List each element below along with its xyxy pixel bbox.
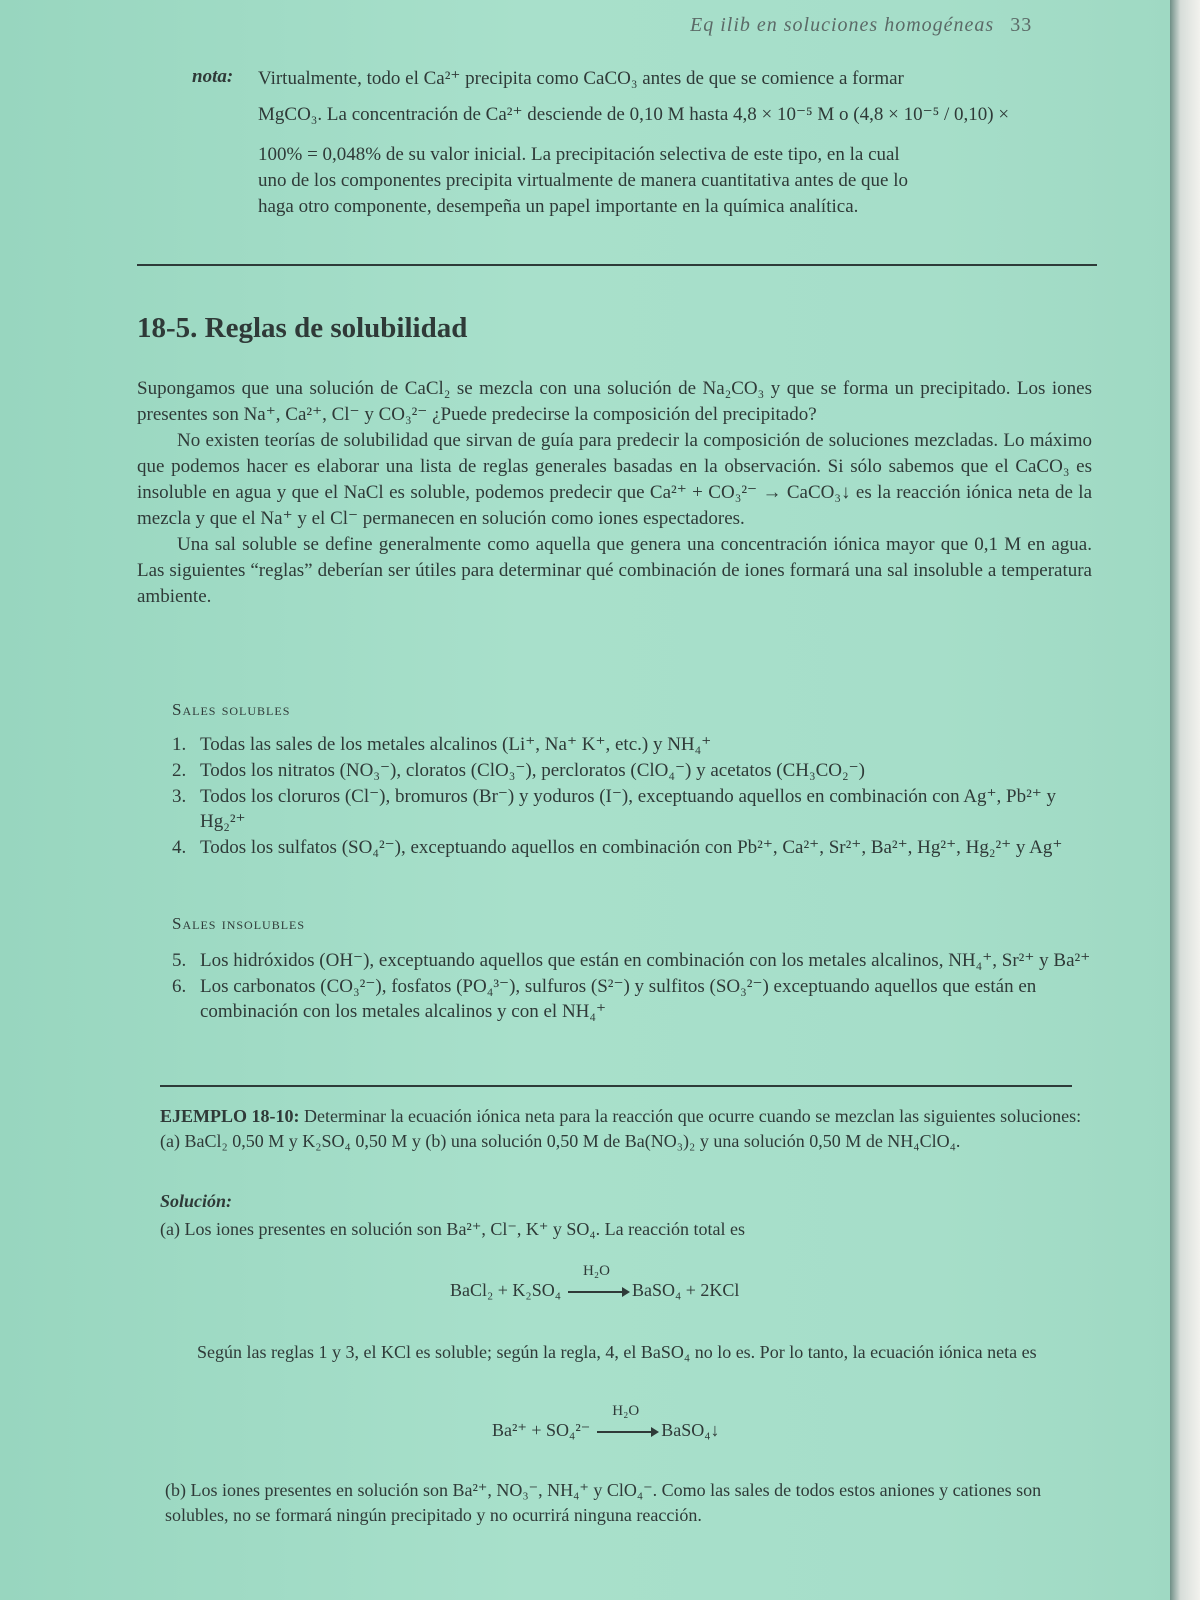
solution-part-a: (a) Los iones presentes en solución son Ba²⁺, Cl⁻, K⁺ y SO₄. La reacción total es — [160, 1219, 746, 1239]
reaction-arrow: H₂O — [566, 1280, 628, 1301]
example-label: EJEMPLO 18-10: — [160, 1106, 300, 1126]
page-edge — [1170, 0, 1200, 1600]
rule-item: 1. Todas las sales de los metales alcalinos (Li⁺, Na⁺ K⁺, etc.) y NH₄⁺ — [172, 734, 712, 755]
running-title: Eq ilib en soluciones homogéneas — [690, 14, 995, 36]
note-line: Virtualmente, todo el Ca²⁺ precipita como CaCO₃ antes de que se comience a formar — [258, 68, 904, 89]
soluble-rules — [172, 732, 1092, 861]
paragraph: No existen teorías de solubilidad que sirvan de guía para predecir la composición de soluciones mezcladas. Lo máximo que podemos hacer es elaborar una lista de reglas generales basadas en la observación. Si sólo sabemos que el CaCO₃ es insoluble en agua y que el NaCl es soluble, podemos predecir que Ca²⁺ + CO₃²⁻ → CaCO₃↓ es la reacción iónica neta de la mezcla y que el Na⁺ y el Cl⁻ permanecen en solución como iones espectadores. — [137, 430, 1092, 529]
example-statement — [160, 1104, 1090, 1154]
intro-paragraphs — [137, 376, 1092, 610]
page-number: 33 — [1010, 14, 1033, 36]
insoluble-rules — [172, 948, 1092, 1025]
solution-label: Solución: — [160, 1191, 233, 1211]
reaction-arrow: H₂O — [595, 1420, 657, 1441]
paragraph: Una sal soluble se define generalmente como aquella que genera una concentración iónica mayor que 0,1 M en agua. Las siguientes “reglas” deberían ser útiles para determinar qué combinación de iones formará una sal insoluble a temperatura ambiente. — [137, 534, 1092, 607]
note-text — [258, 66, 1108, 220]
note-line: 100% = 0,048% de su valor inicial. La precipitación selectiva de este tipo, en la cual — [258, 144, 900, 165]
rule-item: 3. Todos los cloruros (Cl⁻), bromuros (Br⁻) y yoduros (I⁻), exceptuando aquellos en combinación con Ag⁺, Pb²⁺ y Hg₂²⁺ — [172, 786, 1057, 832]
example-text: Determinar la ecuación iónica neta para la reacción que ocurre cuando se mezclan las siguientes soluciones: (a) BaCl₂ 0,50 M y K₂SO₄ 0,50 M y (b) una solución 0,50 M de Ba(NO₃)₂ y una solución 0,50 M de NH₄ClO₄. — [160, 1106, 1082, 1151]
rule-item: 4. Todos los sulfatos (SO₄²⁻), exceptuando aquellos en combinación con Pb²⁺, Ca²⁺, Sr²⁺, Ba²⁺, Hg²⁺, Hg₂²⁺ y Ag⁺ — [172, 837, 1063, 858]
equation-net-ionic: Ba²⁺ + SO₄²⁻ H₂O BaSO₄↓ — [492, 1403, 720, 1440]
note-line: MgCO₃. La concentración de Ca²⁺ desciende de 0,10 M hasta 4,8 × 10⁻⁵ M o (4,8 × 10⁻⁵ / 0,10) × — [258, 104, 1010, 125]
rule-item: 6. Los carbonatos (CO₃²⁻), fosfatos (PO₄³⁻), sulfuros (S²⁻) y sulfitos (SO₃²⁻) exceptuando aquellos que están en combinación con los metales alcalinos y con el NH₄⁺ — [172, 976, 1037, 1022]
paragraph: Supongamos que una solución de CaCl₂ se mezcla con una solución de Na₂CO₃ y que se forma un precipitado. Los iones presentes son Na⁺, Ca²⁺, Cl⁻ y CO₃²⁻ ¿Puede predecirse la composición del precipitado? — [137, 378, 1092, 425]
note-line: haga otro componente, desempeña un papel importante en la química analítica. — [258, 196, 859, 217]
insoluble-heading: Sales insolubles — [172, 914, 306, 933]
note-label: nota: — [192, 66, 234, 87]
rule-item: 5. Los hidróxidos (OH⁻), exceptuando aquellos que están en combinación con los metales alcalinos, NH₄⁺, Sr²⁺ y Ba²⁺ — [172, 950, 1091, 971]
soluble-heading: Sales solubles — [172, 700, 291, 719]
example-divider — [160, 1085, 1072, 1087]
running-header — [690, 14, 1110, 37]
note-line: uno de los componentes precipita virtualmente de manera cuantitativa antes de que lo — [258, 170, 908, 191]
note-divider — [137, 264, 1097, 266]
rule-item: 2. Todos los nitratos (NO₃⁻), cloratos (ClO₃⁻), percloratos (ClO₄⁻) y acetatos (CH₃CO₂⁻) — [172, 760, 865, 781]
section-title: 18-5. Reglas de solubilidad — [137, 312, 468, 344]
solution-part-a-conclusion: Según las reglas 1 y 3, el KCl es soluble; según la regla, 4, el BaSO₄ no lo es. Por lo tanto, la ecuación iónica neta es — [197, 1342, 1037, 1362]
equation-total: BaCl₂ + K₂SO₄ H₂O BaSO₄ + 2KCl — [450, 1263, 740, 1300]
solution-part-b: (b) Los iones presentes en solución son Ba²⁺, NO₃⁻, NH₄⁺ y ClO₄⁻. Como las sales de todos estos aniones y cationes son solubles, no se formará ningún precipitado y no ocurrirá ninguna reacción. — [165, 1480, 1042, 1525]
